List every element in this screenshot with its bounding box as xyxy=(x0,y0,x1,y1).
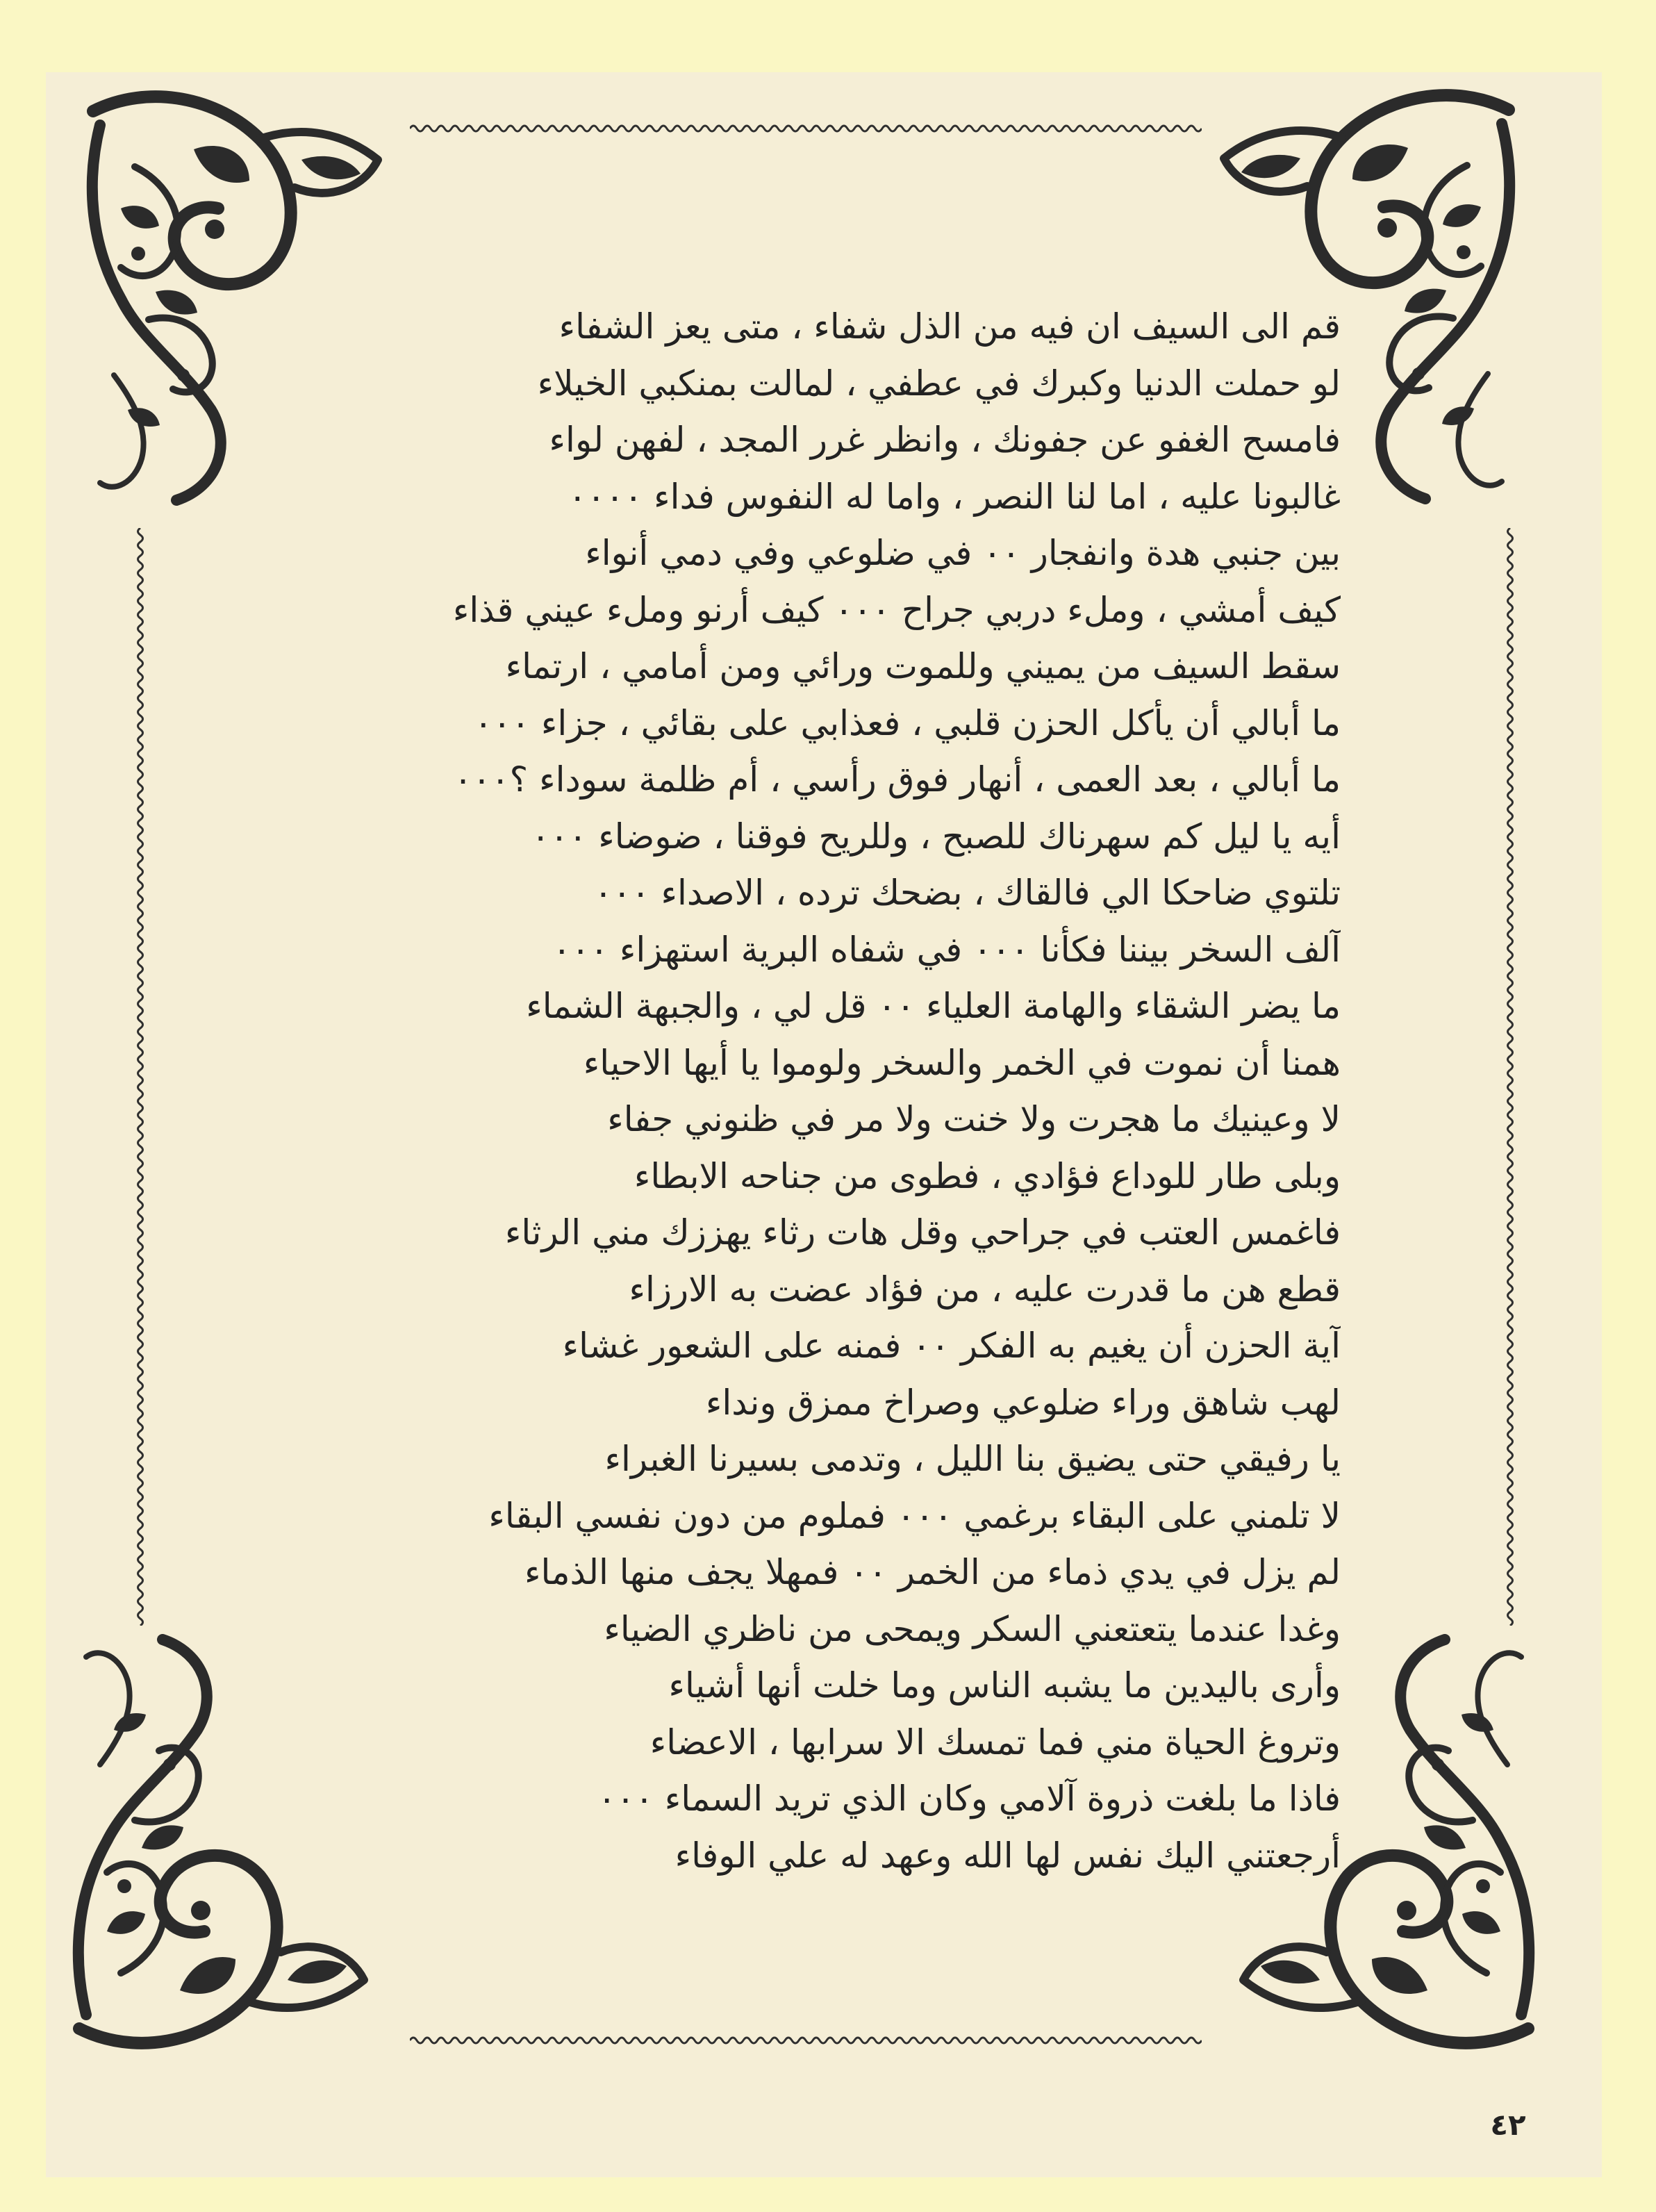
poem-text xyxy=(326,299,1341,1897)
poem-line: وبلى طار للوداع فؤادي ، فطوى من جناحه الابطاء xyxy=(634,1155,1341,1196)
poem-line: آية الحزن أن يغيم به الفكر ٠٠ فمنه على الشعور غشاء xyxy=(562,1326,1341,1366)
poem-line: لا تلمني على البقاء برغمي ٠٠٠ فملوم من دون نفسي البقاء xyxy=(488,1495,1341,1536)
poem-line: فامسح الغفو عن جفونك ، وانظر غرر المجد ، لفهن لواء xyxy=(549,420,1341,460)
poem-line: ما أبالي أن يأكل الحزن قلبي ، فعذابي على بقائي ، جزاء ٠٠٠ xyxy=(474,702,1341,743)
poem-line: ما يضر الشقاء والهامة العلياء ٠٠ قل لي ، والجبهة الشماء xyxy=(526,986,1341,1026)
poem-line: بين جنبي هدة وانفجار ٠٠ في ضلوعي وفي دمي أنواء xyxy=(585,533,1341,573)
poem-line: لا وعينيك ما هجرت ولا خنت ولا مر في ظنوني جفاء xyxy=(607,1099,1341,1139)
poem-line: قم الى السيف ان فيه من الذل شفاء ، متى يعز الشفاء xyxy=(558,306,1341,347)
page-number: ٤٢ xyxy=(1490,2108,1526,2142)
poem-line: وتروغ الحياة مني فما تمسك الا سرابها ، الاعضاء xyxy=(649,1722,1341,1763)
poem-line: أرجعتني اليك نفس لها الله وعهد له علي الوفاء xyxy=(674,1835,1341,1876)
top-wavy-border xyxy=(410,122,1202,135)
right-wavy-border xyxy=(1505,528,1516,1626)
bottom-wavy-border xyxy=(410,2034,1202,2047)
poem-line: لهب شاهق وراء ضلوعي وصراخ ممزق ونداء xyxy=(705,1382,1341,1423)
poem-line: فاذا ما بلغت ذروة آلامي وكان الذي تريد السماء ٠٠٠ xyxy=(597,1778,1341,1819)
poem-line: غالبونا عليه ، اما لنا النصر ، واما له النفوس فداء ٠٠٠٠ xyxy=(568,476,1341,517)
poem-line: لم يزل في يدي ذماء من الخمر ٠٠ فمهلا يجف منها الذماء xyxy=(524,1552,1341,1592)
left-wavy-border xyxy=(135,528,146,1626)
poem-line: وأرى باليدين ما يشبه الناس وما خلت أنها أشياء xyxy=(668,1665,1341,1706)
poem-line: همنا أن نموت في الخمر والسخر ولوموا يا أيها الاحياء xyxy=(583,1042,1341,1083)
poem-line: يا رفيقي حتى يضيق بنا الليل ، وتدمى بسيرنا الغبراء xyxy=(604,1439,1341,1479)
poem-line: أيه يا ليل كم سهرناك للصبح ، وللريح فوقنا ، ضوضاء ٠٠٠ xyxy=(531,816,1341,857)
poem-line: تلتوي ضاحكا الي فالقاك ، بضحك ترده ، الاصداء ٠٠٠ xyxy=(594,873,1341,913)
poem-line: كيف أمشي ، وملء دربي جراح ٠٠٠ كيف أرنو وملء عيني قذاء xyxy=(452,589,1341,630)
poem-line: لو حملت الدنيا وكبرك في عطفي ، لمالت بمنكبي الخيلاء xyxy=(537,363,1341,404)
poem-line: فاغمس العتب في جراحي وقل هات رثاء يهززك مني الرثاء xyxy=(504,1212,1341,1253)
poem-line: ما أبالي ، بعد العمى ، أنهار فوق رأسي ، أم ظلمة سوداء ؟٠٠٠ xyxy=(454,759,1341,800)
poem-line: آلف السخر بيننا فكأنا ٠٠٠ في شفاه البرية استهزاء ٠٠٠ xyxy=(552,929,1341,970)
poem-line: قطع هن ما قدرت عليه ، من فؤاد عضت به الارزاء xyxy=(629,1269,1341,1310)
poem-line: سقط السيف من يميني وللموت ورائي ومن أمامي ، ارتماء xyxy=(505,646,1341,686)
poem-line: وغدا عندما يتعتعني السكر ويمحى من ناظري الضياء xyxy=(604,1608,1341,1649)
